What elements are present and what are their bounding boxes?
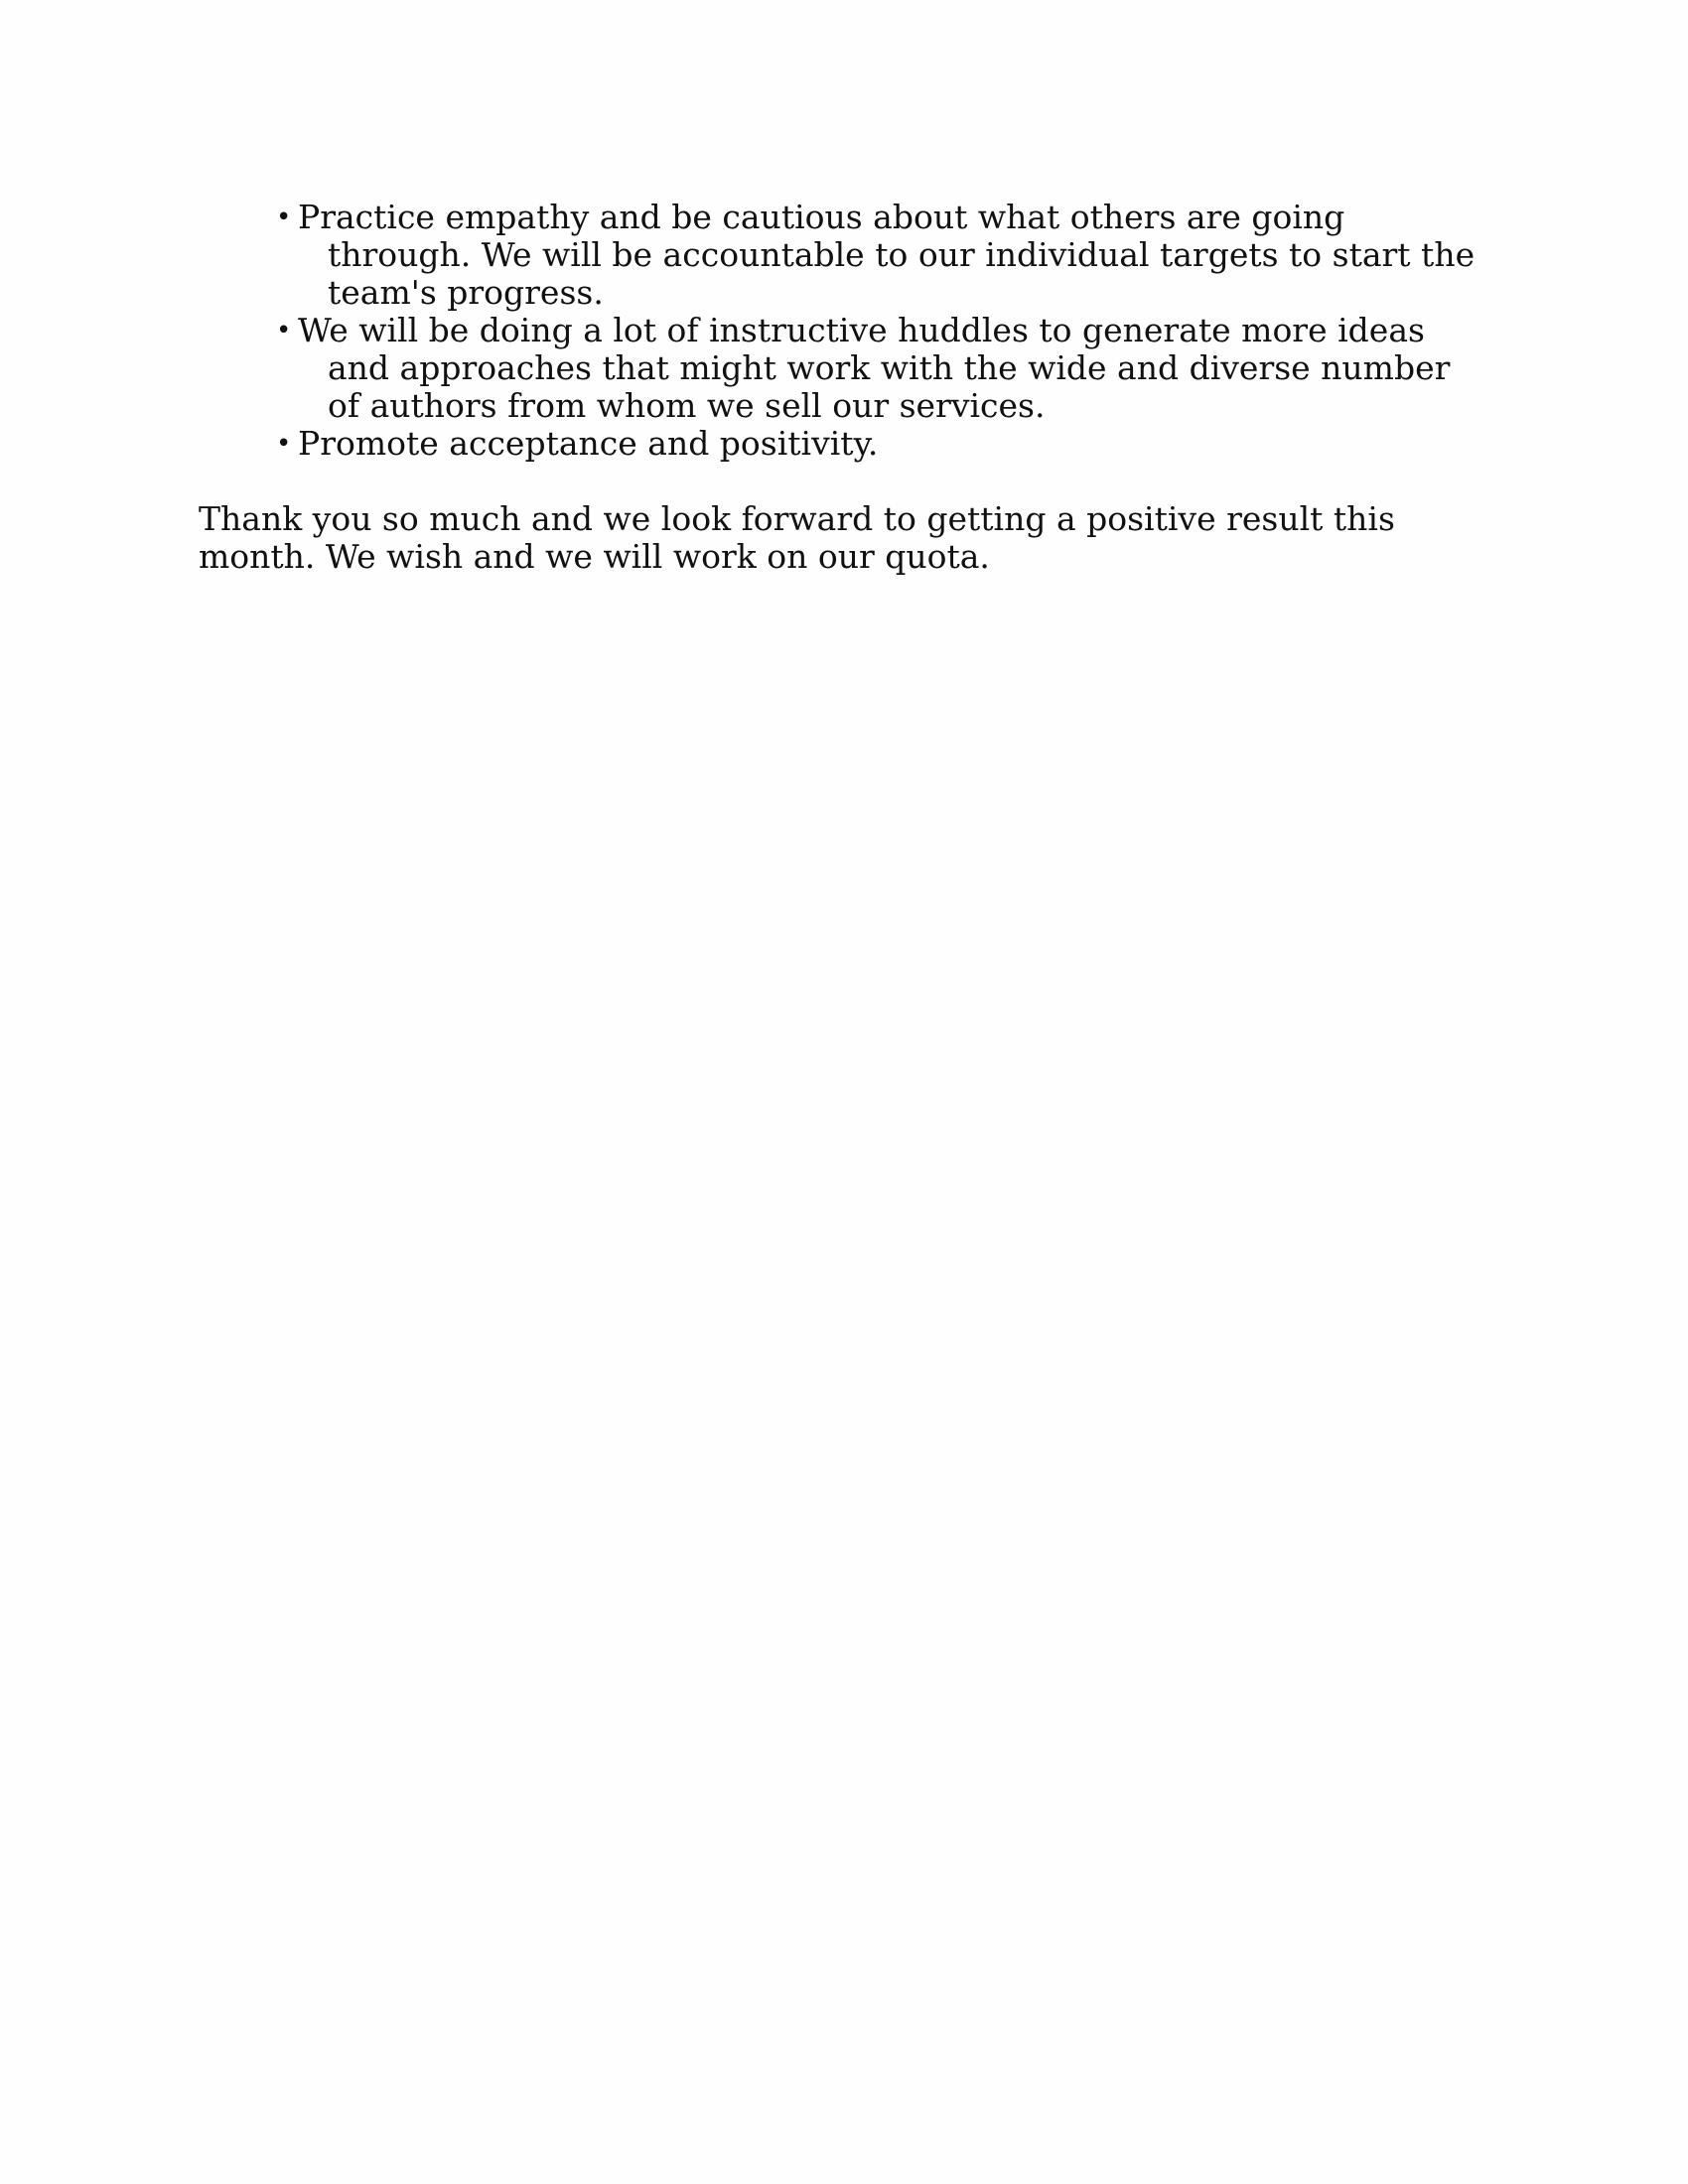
- list-item: [276, 199, 1489, 312]
- list-item-text: We will be doing a lot of instructive huddles to generate more ideas and approaches that might work with the wide and diverse number of authors from whom we sell our services.: [298, 311, 1451, 425]
- bullet-icon: •: [276, 429, 292, 459]
- list-item-text: Promote acceptance and positivity.: [298, 424, 879, 463]
- bullet-icon: •: [276, 316, 292, 345]
- bullet-icon: •: [276, 203, 292, 232]
- list-item: [276, 312, 1489, 425]
- closing-paragraph: Thank you so much and we look forward to getting a positive result this month. We wish and we will work on our quota.: [199, 499, 1395, 576]
- list-item: [276, 425, 1489, 463]
- action-items-list: [199, 199, 1489, 463]
- list-item-text: Practice empathy and be cautious about what others are going through. We will be accountable to our individual targets to start the team's progress.: [298, 198, 1476, 312]
- document-body: [199, 199, 1489, 576]
